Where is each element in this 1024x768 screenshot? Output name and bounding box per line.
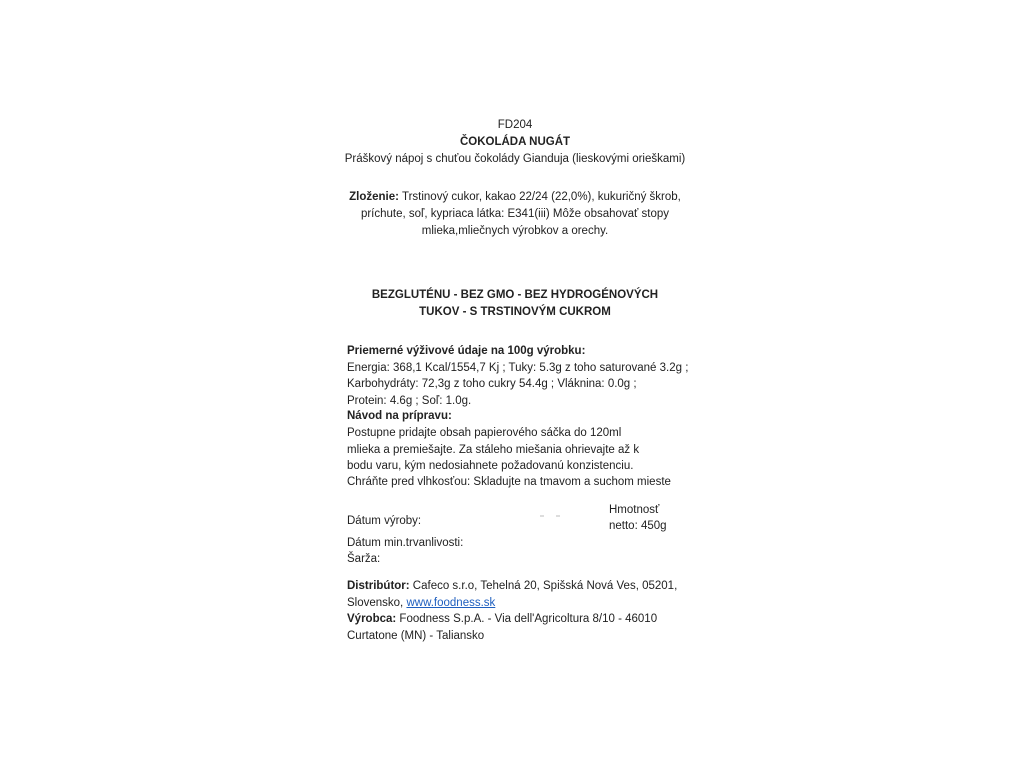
product-badges: BEZGLUTÉNU - BEZ GMO - BEZ HYDROGÉNOVÝCH TUKOV - S TRSTINOVÝM CUKROM — [371, 289, 659, 318]
product-header — [340, 117, 690, 168]
product-code: FD204 — [497, 119, 533, 131]
composition-label: Zloženie: — [349, 191, 399, 203]
print-mark — [556, 515, 560, 517]
distributor-label: Distribútor: — [347, 580, 410, 592]
composition — [345, 189, 685, 240]
contacts-section — [347, 578, 687, 644]
manufacturer-info — [347, 611, 687, 644]
preparation-title: Návod na prípravu: — [347, 410, 452, 422]
net-weight-value: netto: 450g — [609, 520, 667, 532]
distributor-website-link[interactable]: www.foodness.sk — [406, 596, 496, 609]
nutrition-section — [347, 343, 687, 409]
manufacturer-label: Výrobca: — [347, 613, 397, 625]
storage-instructions: Chráňte pred vlhkosťou: Skladujte na tmavom a suchom mieste — [347, 476, 671, 488]
net-weight — [609, 502, 689, 534]
manufacturer-text: Foodness S.p.A. - Via dell'Agricoltura 8/10 - 46010 Curtatone (MN) - Taliansko — [347, 613, 658, 642]
distributor-info — [347, 578, 687, 611]
nutrition-title: Priemerné výživové údaje na 100g výrobku: — [347, 345, 586, 357]
production-date-label: Dátum výroby: — [347, 515, 422, 527]
product-name: ČOKOLÁDA NUGÁT — [459, 136, 571, 148]
best-before-label: Dátum min.trvanlivosti: — [347, 537, 464, 549]
nutrition-line: Energia: 368,1 Kcal/1554,7 Kj ; Tuky: 5.3g z toho saturované 3.2g ; — [347, 361, 689, 374]
distributor-text: Cafeco s.r.o, Tehelná 20, Spišská Nová Ves, 05201, Slovensko, — [347, 580, 678, 609]
composition-text: Trstinový cukor, kakao 22/24 (22,0%), kukuričný škrob, príchute, soľ, kypriaca látka: E341(iii) Môže obsahovať stopy mlieka,mliečnych výrobkov a orechy. — [360, 191, 681, 237]
preparation-text: Postupne pridajte obsah papierového sáčka do 120ml mlieka a premiešajte. Za stáleho miešania ohrievajte až k bodu varu, kým nedosiahnete požadovanú konzistenciu. — [347, 427, 640, 472]
nutrition-line: Karbohydráty: 72,3g z toho cukry 54.4g ; Vláknina: 0.0g ; — [347, 378, 637, 390]
batch-label: Šarža: — [347, 553, 381, 565]
net-weight-label: Hmotnosť — [609, 504, 660, 516]
product-description: Práškový nápoj s chuťou čokolády Gianduja (lieskovými orieškami) — [344, 153, 686, 165]
nutrition-line: Protein: 4.6g ; Soľ: 1.0g. — [347, 394, 472, 407]
print-mark — [540, 515, 544, 517]
